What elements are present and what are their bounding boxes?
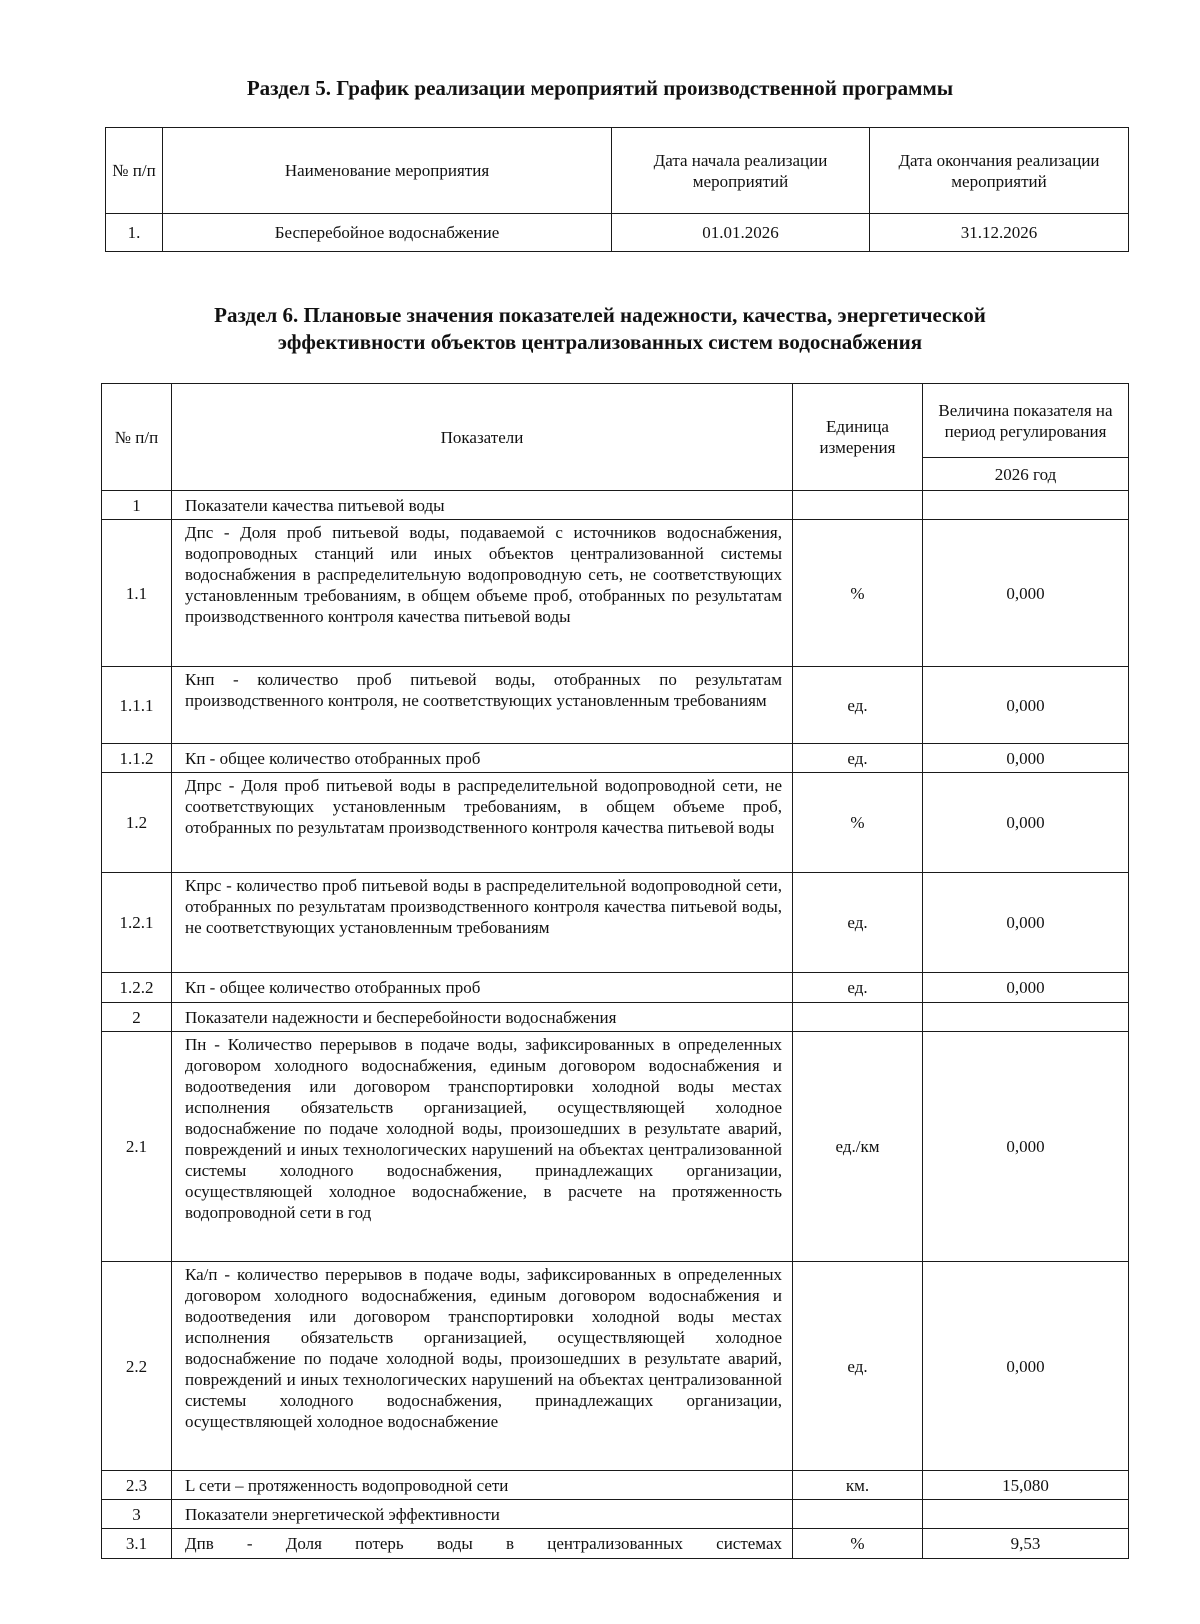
row-num: 1.1.1 xyxy=(102,667,172,744)
row-unit: км. xyxy=(793,1471,923,1500)
row-unit: ед. xyxy=(793,667,923,744)
row-value xyxy=(923,1500,1129,1529)
row-unit: % xyxy=(793,520,923,667)
row-num: 2.2 xyxy=(102,1262,172,1471)
row-num: 1.2 xyxy=(102,773,172,873)
row-unit: ед./км xyxy=(793,1032,923,1262)
row-indicator: Дпрс - Доля проб питьевой воды в распределительной водопроводной сети, не соответствующих установленным требованиям, в общем объеме проб, отобранных по результатам производственного контроля качества питьевой воды xyxy=(172,773,793,873)
row-value: 0,000 xyxy=(923,1032,1129,1262)
section6-header-row xyxy=(102,384,1129,458)
header-name: Наименование мероприятия xyxy=(163,128,612,214)
row-num: 3.1 xyxy=(102,1529,172,1559)
row-indicator: Дпв - Доля потерь воды в централизованных системах xyxy=(172,1529,793,1559)
row-num: 2 xyxy=(102,1003,172,1032)
row-value: 0,000 xyxy=(923,873,1129,973)
row-indicator: Кп - общее количество отобранных проб xyxy=(172,973,793,1003)
table-row xyxy=(102,1500,1129,1529)
row-num: 1. xyxy=(106,214,163,252)
table-row xyxy=(106,214,1129,252)
row-indicator: Показатели качества питьевой воды xyxy=(172,491,793,520)
row-unit: ед. xyxy=(793,1262,923,1471)
row-indicator: Кпрс - количество проб питьевой воды в распределительной водопроводной сети, отобранных по результатам производственного контроля качества питьевой воды, не соответствующих установленным требованиям xyxy=(172,873,793,973)
table-row xyxy=(102,1262,1129,1471)
header-year: 2026 год xyxy=(923,458,1129,491)
table-row xyxy=(102,667,1129,744)
header-num: № п/п xyxy=(106,128,163,214)
section5-table xyxy=(105,127,1129,252)
table-row xyxy=(102,1471,1129,1500)
row-end-date: 31.12.2026 xyxy=(870,214,1129,252)
row-unit: % xyxy=(793,773,923,873)
header-start-date: Дата начала реализации мероприятий xyxy=(612,128,870,214)
header-unit: Единица измерения xyxy=(793,384,923,491)
row-num: 1.1.2 xyxy=(102,744,172,773)
section6-title-line2: эффективности объектов централизованных систем водоснабжения xyxy=(277,330,923,354)
row-indicator: Пн - Количество перерывов в подаче воды, зафиксированных в определенных договором холодного водоснабжения, единым договором водоснабжения и водоотведения или договором транспортировки холодной воды местах исполнения обязательств организацией, осуществляющей холодное водоснабжение по подаче холодной воды, произошедших в результате аварий, повреждений и иных технологических нарушений на объектах централизованной системы холодного водоснабжения, принадлежащих организации, осуществляющей холодное водоснабжение, в расчете на протяженность водопроводной сети в год xyxy=(172,1032,793,1262)
row-unit: ед. xyxy=(793,973,923,1003)
table-row xyxy=(102,744,1129,773)
row-unit: ед. xyxy=(793,873,923,973)
section6-title-line1: Раздел 6. Плановые значения показателей надежности, качества, энергетической xyxy=(214,303,986,327)
table-row xyxy=(102,1032,1129,1262)
section5-title: Раздел 5. График реализации мероприятий производственной программы xyxy=(246,76,954,100)
row-value: 0,000 xyxy=(923,973,1129,1003)
header-value: Величина показателя на период регулирования xyxy=(923,384,1129,458)
row-num: 1.2.2 xyxy=(102,973,172,1003)
row-num: 1.1 xyxy=(102,520,172,667)
table-row xyxy=(102,973,1129,1003)
row-indicator: Кнп - количество проб питьевой воды, отобранных по результатам производственного контроля, не соответствующих установленным требованиям xyxy=(172,667,793,744)
row-unit: ед. xyxy=(793,744,923,773)
table-row xyxy=(102,520,1129,667)
row-value: 0,000 xyxy=(923,744,1129,773)
row-value: 9,53 xyxy=(923,1529,1129,1559)
header-indicators: Показатели xyxy=(172,384,793,491)
table-row xyxy=(102,873,1129,973)
row-num: 1.2.1 xyxy=(102,873,172,973)
section6-table xyxy=(101,383,1129,1559)
table-row xyxy=(102,1003,1129,1032)
header-end-date: Дата окончания реализации мероприятий xyxy=(870,128,1129,214)
table-row xyxy=(102,491,1129,520)
row-unit: % xyxy=(793,1529,923,1559)
row-num: 3 xyxy=(102,1500,172,1529)
row-num: 2.1 xyxy=(102,1032,172,1262)
row-value: 0,000 xyxy=(923,773,1129,873)
table-row xyxy=(102,773,1129,873)
row-indicator: Ка/п - количество перерывов в подаче воды, зафиксированных в определенных договором холодного водоснабжения, единым договором водоснабжения и водоотведения или договором транспортировки холодной воды местах исполнения обязательств организацией, осуществляющей холодное водоснабжение по подаче холодной воды, произошедших в результате аварий, повреждений и иных технологических нарушений на объектах централизованной системы холодного водоснабжения, принадлежащих организации, осуществляющей холодное водоснабжение xyxy=(172,1262,793,1471)
row-unit xyxy=(793,491,923,520)
row-value xyxy=(923,1003,1129,1032)
row-indicator: Показатели энергетической эффективности xyxy=(172,1500,793,1529)
row-indicator: Показатели надежности и бесперебойности водоснабжения xyxy=(172,1003,793,1032)
row-value: 0,000 xyxy=(923,667,1129,744)
row-value: 0,000 xyxy=(923,1262,1129,1471)
row-value xyxy=(923,491,1129,520)
row-start-date: 01.01.2026 xyxy=(612,214,870,252)
row-value: 0,000 xyxy=(923,520,1129,667)
row-indicator: Дпс - Доля проб питьевой воды, подаваемой с источников водоснабжения, водопроводных станций или иных объектов централизованной системы водоснабжения в распределительную водопроводную сеть, не соответствующих установленным требованиям, в общем объеме проб, отобранных по результатам производственного контроля качества питьевой воды xyxy=(172,520,793,667)
row-num: 1 xyxy=(102,491,172,520)
section5-header-row xyxy=(106,128,1129,214)
row-unit xyxy=(793,1003,923,1032)
table-row xyxy=(102,1529,1129,1559)
row-indicator: L сети – протяженность водопроводной сети xyxy=(172,1471,793,1500)
row-name: Бесперебойное водоснабжение xyxy=(163,214,612,252)
row-unit xyxy=(793,1500,923,1529)
row-indicator: Кп - общее количество отобранных проб xyxy=(172,744,793,773)
row-num: 2.3 xyxy=(102,1471,172,1500)
section6-title xyxy=(100,302,1100,356)
row-value: 15,080 xyxy=(923,1471,1129,1500)
header-num: № п/п xyxy=(102,384,172,491)
